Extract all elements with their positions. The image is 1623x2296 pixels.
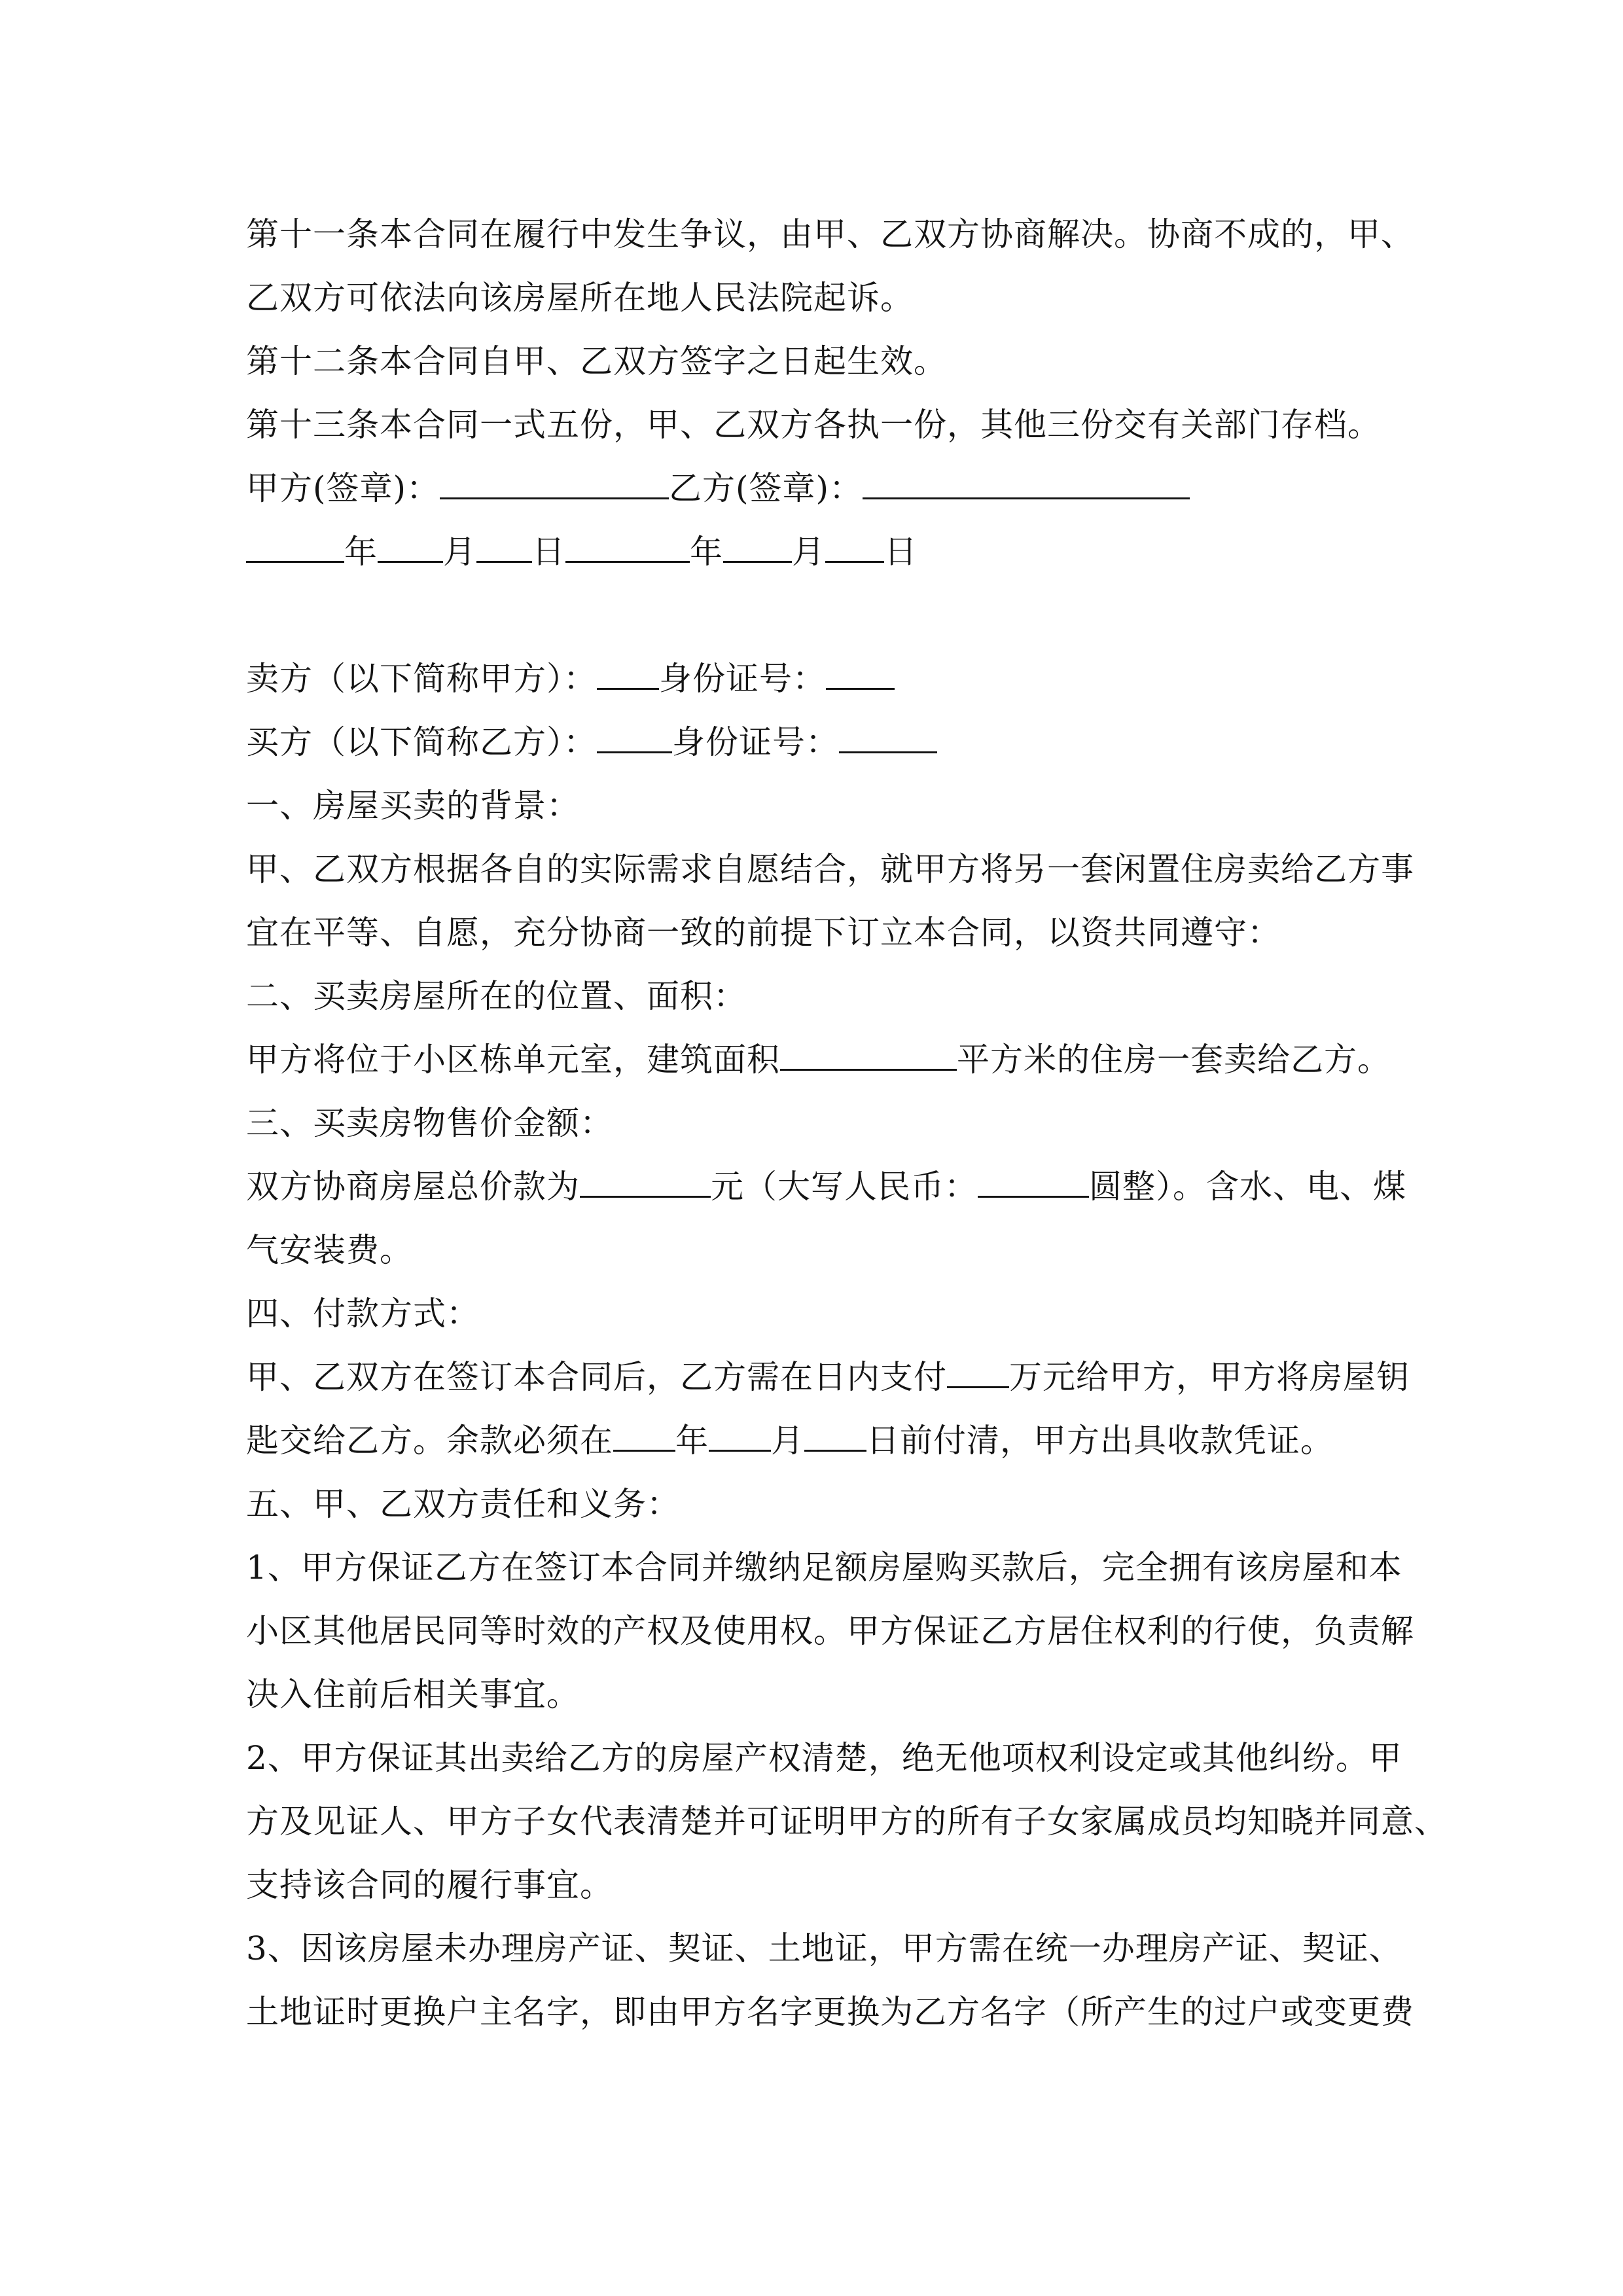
section-3-text-a: 双方协商房屋总价款为 [246,1168,580,1206]
signature-date-line [246,520,1385,584]
article-13: 第十三条本合同一式五份，甲、乙双方各执一份，其他三份交有关部门存档。 [246,406,1381,444]
section-2-line-1 [246,1028,1391,1092]
buyer-id-blank [839,751,937,753]
contract-body [246,203,1448,2044]
section-5-item-2-line-1: 2、甲方保证其出卖给乙方的房屋产权清楚，绝无他项权利设定或其他纠纷。甲 [246,1739,1402,1777]
date-blank [825,560,884,563]
section-5-item-2-line-3: 支持该合同的履行事宜。 [246,1866,613,1904]
price-blank [580,1195,711,1198]
party-b-signature-label: 乙方(签章)： [669,469,863,507]
seller-id-label: 身份证号： [659,660,826,698]
day-label: 日 [532,533,565,571]
day-label: 日 [884,533,918,571]
section-2-heading: 二、买卖房屋所在的位置、面积： [246,977,747,1015]
month-label: 月 [443,533,476,571]
section-1-line-2: 宜在平等、自愿，充分协商一致的前提下订立本合同，以资共同遵守： [246,914,1281,952]
section-3-text-b: 元（大写人民币： [711,1168,978,1206]
seller-line [246,647,1385,711]
date-blank [723,560,792,563]
party-a-signature-label: 甲方(签章)： [246,469,440,507]
buyer-name-blank [597,751,672,753]
payment-year-blank [613,1449,675,1452]
seller-name-blank [597,687,659,690]
article-11-line-1: 第十一条本合同在履行中发生争议，由甲、乙双方协商解决。协商不成的，甲、 [246,215,1414,253]
year-label: 年 [675,1422,709,1460]
year-label: 年 [690,533,723,571]
article-11-line-2: 乙双方可依法向该房屋所在地人民法院起诉。 [246,279,914,317]
payment-day-blank [804,1449,866,1452]
section-5-item-1-line-3: 决入住前后相关事宜。 [246,1676,580,1713]
seller-id-blank [826,687,895,690]
section-3-heading: 三、买卖房物售价金额： [246,1104,613,1142]
area-blank [780,1068,957,1071]
section-5-item-1-line-2: 小区其他居民同等时效的产权及使用权。甲方保证乙方居住权利的行使，负责解 [246,1612,1414,1650]
section-5-item-3-line-1: 3、因该房屋未办理房产证、契证、土地证，甲方需在统一办理房产证、契证、 [246,1929,1402,1967]
buyer-label: 买方（以下简称乙方）： [246,723,597,761]
spacer [246,584,1385,647]
payment-month-blank [709,1449,771,1452]
seller-label: 卖方（以下简称甲方）： [246,660,597,698]
date-blank [476,560,532,563]
section-4-line-1 [246,1346,1410,1409]
section-1-heading: 一、房屋买卖的背景： [246,787,580,825]
section-4-text-c: 匙交给乙方。余款必须在 [246,1422,613,1460]
date-blank [246,560,344,563]
section-3-line-2: 气安装费。 [246,1231,413,1269]
section-3-line-1 [246,1155,1406,1219]
section-3-text-c: 圆整）。含水、电、煤 [1089,1168,1406,1206]
section-5-item-2-line-2: 方及见证人、甲方子女代表清楚并可证明甲方的所有子女家属成员均知晓并同意、 [246,1803,1448,1840]
article-12: 第十二条本合同自甲、乙双方签字之日起生效。 [246,342,947,380]
section-4-text-a: 甲、乙双方在签订本合同后，乙方需在日内支付 [246,1358,947,1396]
section-4-text-b: 万元给甲方，甲方将房屋钥 [1009,1358,1410,1396]
signature-line [246,457,1385,520]
buyer-id-label: 身份证号： [672,723,839,761]
month-label: 月 [771,1422,804,1460]
section-5-item-3-line-2: 土地证时更换户主名字，即由甲方名字更换为乙方名字（所产生的过户或变更费 [246,1993,1414,2031]
month-label: 月 [792,533,825,571]
price-words-blank [978,1195,1089,1198]
date-blank [378,560,443,563]
section-2-text-b: 平方米的住房一套卖给乙方。 [957,1041,1391,1079]
section-4-line-2 [246,1409,1385,1473]
party-a-signature-blank [440,497,669,499]
section-4-heading: 四、付款方式： [246,1295,480,1333]
year-label: 年 [344,533,378,571]
section-5-item-1-line-1: 1、甲方保证乙方在签订本合同并缴纳足额房屋购买款后，完全拥有该房屋和本 [246,1549,1402,1587]
section-4-text-d: 日前付清，甲方出具收款凭证。 [866,1422,1334,1460]
party-b-signature-blank [863,497,1190,499]
section-5-heading: 五、甲、乙双方责任和义务： [246,1485,680,1523]
section-2-text-a: 甲方将位于小区栋单元室，建筑面积 [246,1041,780,1079]
buyer-line [246,711,1385,774]
payment-amount-blank [947,1386,1009,1388]
date-blank [565,560,690,563]
section-1-line-1: 甲、乙双方根据各自的实际需求自愿结合，就甲方将另一套闲置住房卖给乙方事 [246,850,1414,888]
